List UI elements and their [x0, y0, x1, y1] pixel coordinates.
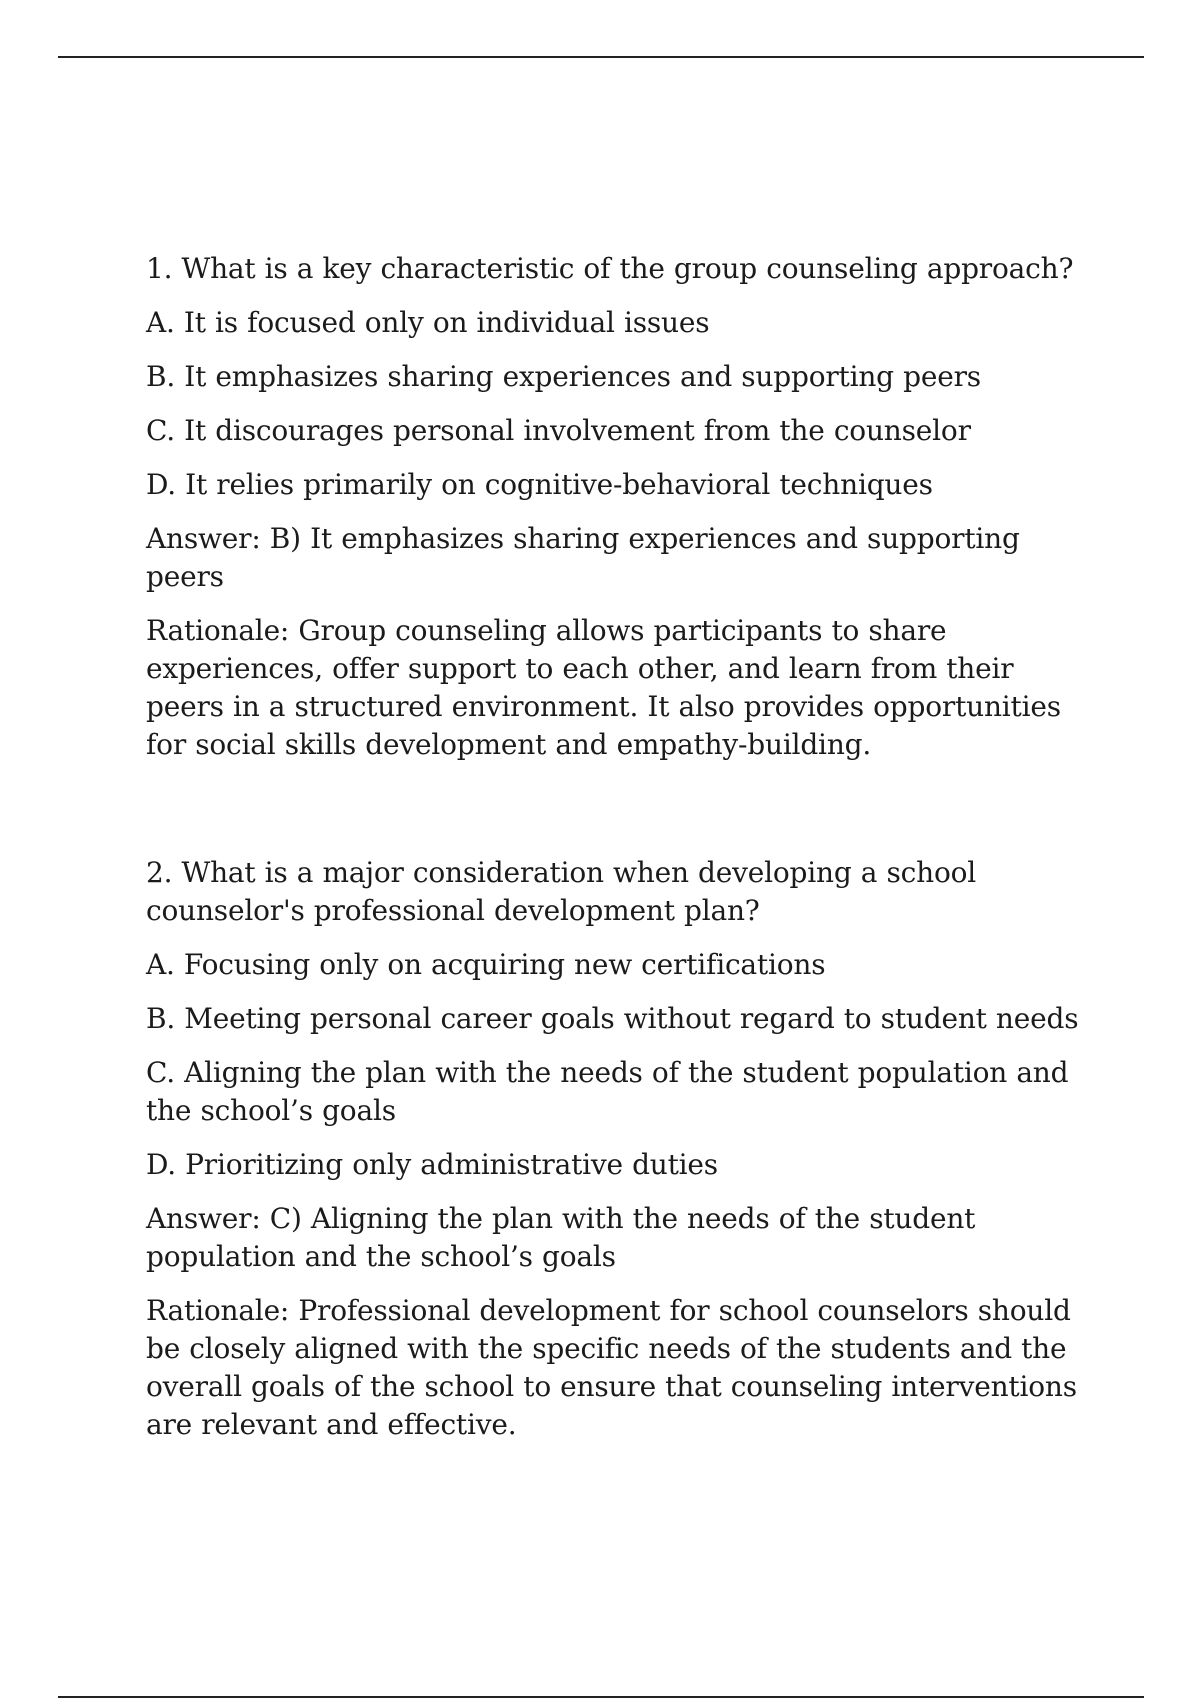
answer-text: Answer: C) Aligning the plan with the needs of the student population and the school’s goals	[146, 1202, 976, 1273]
option-d: D. It relies primarily on cognitive-behavioral techniques	[146, 468, 933, 501]
question-text: 2. What is a major consideration when developing a school counselor's professional development plan?	[146, 856, 977, 927]
top-rule	[58, 56, 1144, 58]
option-b: B. Meeting personal career goals without regard to student needs	[146, 1002, 1079, 1035]
answer-text: Answer: B) It emphasizes sharing experiences and supporting peers	[146, 522, 1020, 593]
option-c: C. Aligning the plan with the needs of the student population and the school’s goals	[146, 1056, 1069, 1127]
bottom-rule	[58, 1696, 1144, 1698]
rationale-text: Rationale: Group counseling allows participants to share experiences, offer support to each other, and learn from their peers in a structured environment. It also provides opportunities for social skills development and empathy-building.	[146, 614, 1061, 761]
option-a: A. It is focused only on individual issues	[146, 306, 710, 339]
question-text: 1. What is a key characteristic of the group counseling approach?	[146, 252, 1074, 285]
option-b: B. It emphasizes sharing experiences and supporting peers	[146, 360, 981, 393]
rationale-text: Rationale: Professional development for school counselors should be closely aligned with the specific needs of the students and the overall goals of the school to ensure that counseling interventions are relevant and effective.	[146, 1294, 1077, 1441]
option-c: C. It discourages personal involvement from the counselor	[146, 414, 971, 447]
question-block-1	[146, 250, 1086, 764]
question-block-2	[146, 854, 1086, 1444]
document-body	[146, 250, 1086, 1460]
option-d: D. Prioritizing only administrative duties	[146, 1148, 718, 1181]
option-a: A. Focusing only on acquiring new certifications	[146, 948, 826, 981]
